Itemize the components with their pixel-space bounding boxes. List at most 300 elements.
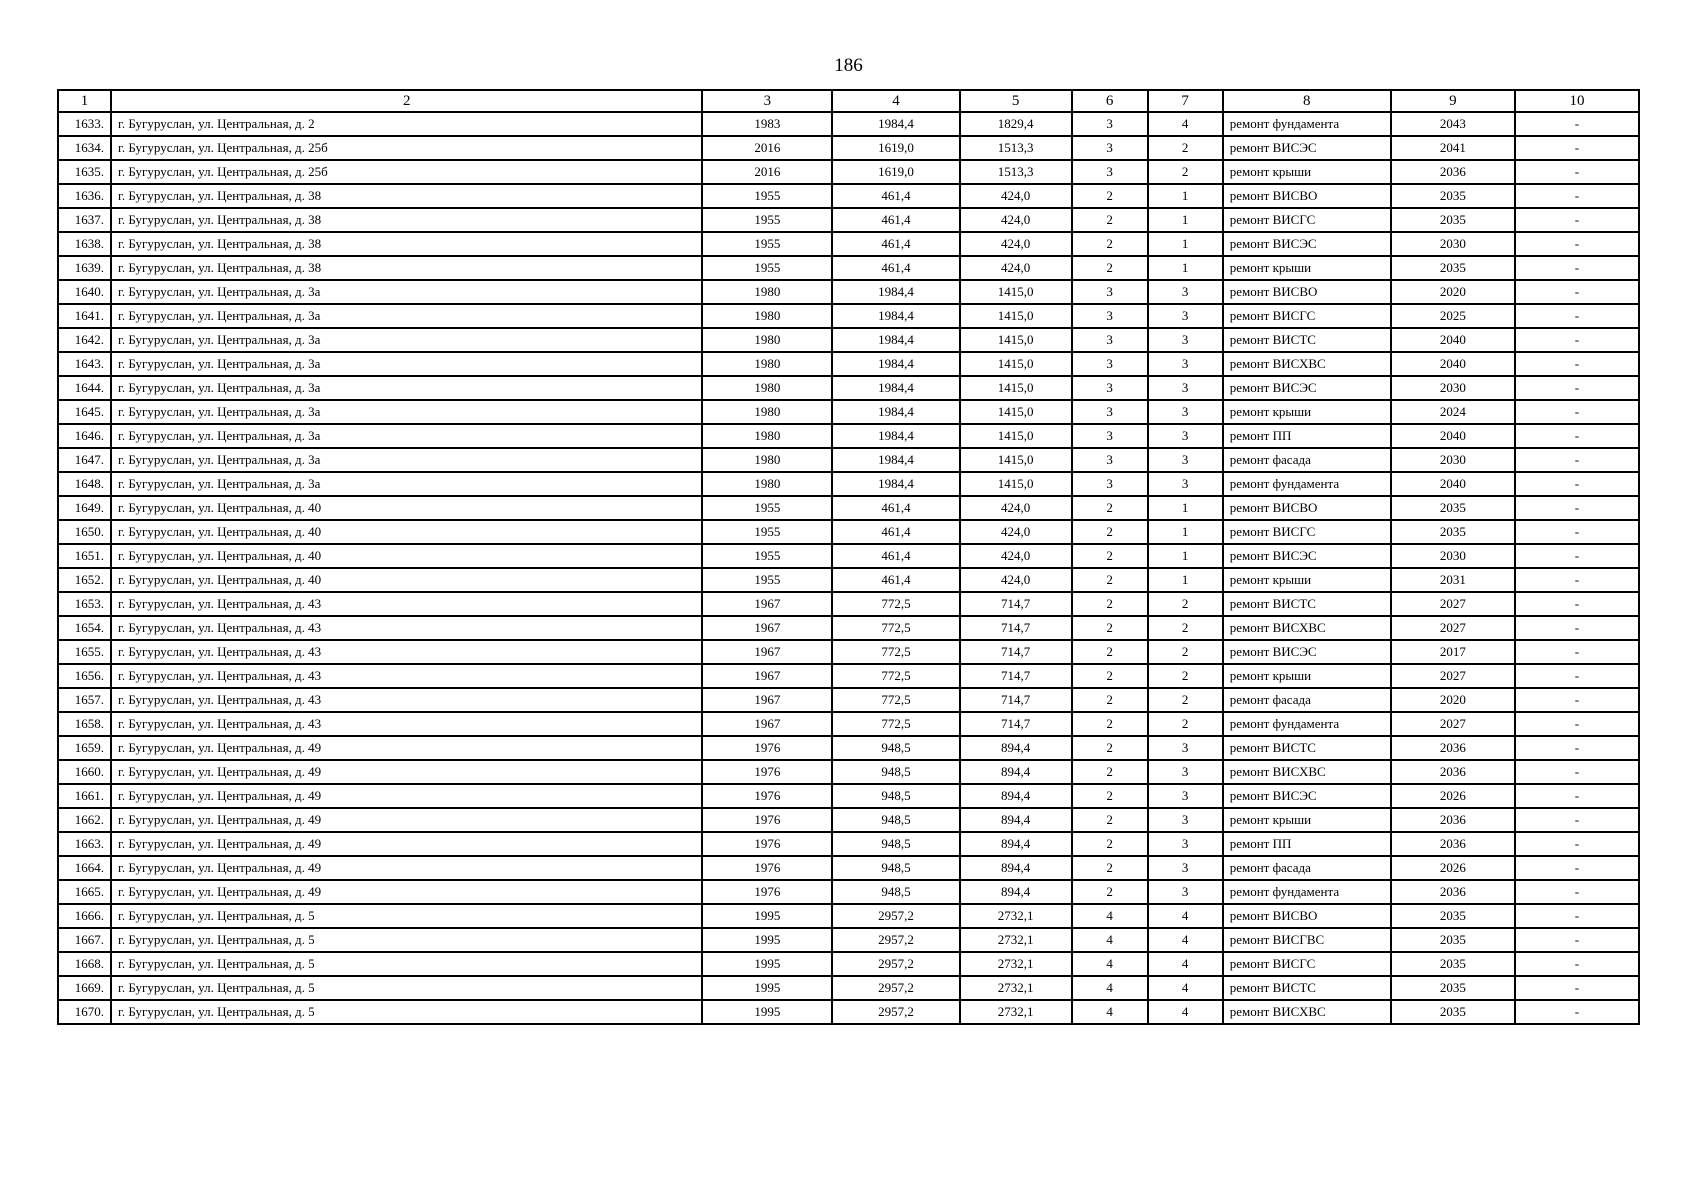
cell-floors: 3	[1072, 400, 1148, 424]
cell-work-type: ремонт фундамента	[1223, 880, 1391, 904]
cell-floors: 3	[1072, 304, 1148, 328]
cell-area-living: 1415,0	[960, 376, 1072, 400]
cell-area-living: 1513,3	[960, 136, 1072, 160]
cell-year: 1995	[702, 976, 832, 1000]
cell-work-type: ремонт ВИСЭС	[1223, 376, 1391, 400]
cell-row-number: 1653.	[58, 592, 111, 616]
cell-work-type: ремонт ВИСВО	[1223, 496, 1391, 520]
cell-planned-year: 2030	[1391, 544, 1515, 568]
cell-area-living: 714,7	[960, 712, 1072, 736]
cell-address: г. Бугуруслан, ул. Центральная, д. 40	[111, 544, 702, 568]
cell-address: г. Бугуруслан, ул. Центральная, д. 43	[111, 640, 702, 664]
cell-row-number: 1633.	[58, 112, 111, 136]
cell-note: -	[1515, 280, 1639, 304]
cell-work-type: ремонт ВИСЭС	[1223, 640, 1391, 664]
cell-floors: 2	[1072, 808, 1148, 832]
table-row	[58, 280, 1639, 304]
cell-planned-year: 2035	[1391, 904, 1515, 928]
cell-entrances: 4	[1148, 904, 1223, 928]
cell-entrances: 3	[1148, 832, 1223, 856]
cell-note: -	[1515, 664, 1639, 688]
cell-floors: 3	[1072, 352, 1148, 376]
cell-row-number: 1650.	[58, 520, 111, 544]
cell-planned-year: 2040	[1391, 328, 1515, 352]
cell-year: 1980	[702, 304, 832, 328]
cell-address: г. Бугуруслан, ул. Центральная, д. 25б	[111, 136, 702, 160]
cell-area-living: 1415,0	[960, 400, 1072, 424]
table-row	[58, 976, 1639, 1000]
cell-note: -	[1515, 232, 1639, 256]
cell-year: 1955	[702, 568, 832, 592]
cell-row-number: 1666.	[58, 904, 111, 928]
cell-area-living: 424,0	[960, 184, 1072, 208]
cell-note: -	[1515, 832, 1639, 856]
cell-planned-year: 2036	[1391, 736, 1515, 760]
cell-work-type: ремонт ВИСХВС	[1223, 352, 1391, 376]
cell-work-type: ремонт ВИСГС	[1223, 952, 1391, 976]
table-row	[58, 544, 1639, 568]
cell-note: -	[1515, 736, 1639, 760]
cell-year: 1967	[702, 592, 832, 616]
cell-area-living: 1829,4	[960, 112, 1072, 136]
cell-area-total: 948,5	[832, 832, 959, 856]
cell-year: 1976	[702, 760, 832, 784]
cell-address: г. Бугуруслан, ул. Центральная, д. 3а	[111, 400, 702, 424]
cell-address: г. Бугуруслан, ул. Центральная, д. 49	[111, 784, 702, 808]
cell-planned-year: 2030	[1391, 376, 1515, 400]
cell-work-type: ремонт крыши	[1223, 568, 1391, 592]
cell-address: г. Бугуруслан, ул. Центральная, д. 38	[111, 184, 702, 208]
cell-area-living: 1415,0	[960, 328, 1072, 352]
cell-year: 1980	[702, 472, 832, 496]
cell-year: 1967	[702, 664, 832, 688]
cell-address: г. Бугуруслан, ул. Центральная, д. 3а	[111, 448, 702, 472]
cell-floors: 4	[1072, 928, 1148, 952]
column-header-1: 1	[58, 90, 111, 112]
cell-entrances: 2	[1148, 616, 1223, 640]
cell-area-total: 948,5	[832, 760, 959, 784]
cell-area-living: 2732,1	[960, 1000, 1072, 1024]
cell-entrances: 3	[1148, 808, 1223, 832]
cell-note: -	[1515, 208, 1639, 232]
table-row	[58, 184, 1639, 208]
cell-area-total: 1619,0	[832, 160, 959, 184]
cell-row-number: 1656.	[58, 664, 111, 688]
cell-floors: 2	[1072, 688, 1148, 712]
cell-planned-year: 2027	[1391, 592, 1515, 616]
cell-entrances: 2	[1148, 592, 1223, 616]
cell-area-total: 2957,2	[832, 952, 959, 976]
cell-work-type: ремонт фасада	[1223, 856, 1391, 880]
cell-floors: 3	[1072, 472, 1148, 496]
cell-work-type: ремонт ВИСЭС	[1223, 136, 1391, 160]
cell-address: г. Бугуруслан, ул. Центральная, д. 3а	[111, 352, 702, 376]
cell-floors: 2	[1072, 208, 1148, 232]
cell-work-type: ремонт ВИСГВС	[1223, 928, 1391, 952]
cell-row-number: 1668.	[58, 952, 111, 976]
cell-year: 1995	[702, 928, 832, 952]
cell-address: г. Бугуруслан, ул. Центральная, д. 5	[111, 904, 702, 928]
cell-year: 1980	[702, 328, 832, 352]
cell-planned-year: 2036	[1391, 808, 1515, 832]
cell-floors: 2	[1072, 568, 1148, 592]
table-row	[58, 160, 1639, 184]
cell-year: 2016	[702, 136, 832, 160]
table-row	[58, 904, 1639, 928]
cell-note: -	[1515, 688, 1639, 712]
cell-area-living: 424,0	[960, 232, 1072, 256]
cell-work-type: ремонт ВИСТС	[1223, 736, 1391, 760]
table-row	[58, 568, 1639, 592]
cell-planned-year: 2036	[1391, 832, 1515, 856]
cell-floors: 3	[1072, 376, 1148, 400]
cell-entrances: 2	[1148, 664, 1223, 688]
cell-work-type: ремонт ВИСЭС	[1223, 544, 1391, 568]
cell-entrances: 3	[1148, 760, 1223, 784]
cell-entrances: 1	[1148, 520, 1223, 544]
cell-area-total: 461,4	[832, 496, 959, 520]
cell-entrances: 2	[1148, 136, 1223, 160]
cell-entrances: 3	[1148, 784, 1223, 808]
cell-row-number: 1664.	[58, 856, 111, 880]
cell-row-number: 1663.	[58, 832, 111, 856]
page-number: 186	[834, 55, 863, 76]
cell-work-type: ремонт фундамента	[1223, 472, 1391, 496]
cell-address: г. Бугуруслан, ул. Центральная, д. 25б	[111, 160, 702, 184]
cell-floors: 2	[1072, 664, 1148, 688]
column-header-7: 7	[1148, 90, 1223, 112]
cell-floors: 3	[1072, 328, 1148, 352]
cell-area-total: 2957,2	[832, 904, 959, 928]
cell-floors: 3	[1072, 448, 1148, 472]
cell-area-total: 1619,0	[832, 136, 959, 160]
cell-area-total: 461,4	[832, 520, 959, 544]
cell-year: 1976	[702, 832, 832, 856]
table-row	[58, 1000, 1639, 1024]
table-row	[58, 232, 1639, 256]
cell-year: 1967	[702, 688, 832, 712]
cell-address: г. Бугуруслан, ул. Центральная, д. 49	[111, 856, 702, 880]
table-row	[58, 688, 1639, 712]
table-row	[58, 592, 1639, 616]
cell-area-living: 2732,1	[960, 952, 1072, 976]
cell-year: 1995	[702, 952, 832, 976]
cell-area-living: 2732,1	[960, 904, 1072, 928]
cell-address: г. Бугуруслан, ул. Центральная, д. 5	[111, 1000, 702, 1024]
cell-area-total: 1984,4	[832, 352, 959, 376]
table-body	[58, 112, 1639, 1024]
cell-address: г. Бугуруслан, ул. Центральная, д. 43	[111, 664, 702, 688]
cell-year: 1980	[702, 400, 832, 424]
cell-year: 1955	[702, 544, 832, 568]
cell-floors: 2	[1072, 856, 1148, 880]
cell-address: г. Бугуруслан, ул. Центральная, д. 49	[111, 880, 702, 904]
cell-entrances: 2	[1148, 688, 1223, 712]
cell-entrances: 1	[1148, 184, 1223, 208]
table-row	[58, 880, 1639, 904]
cell-work-type: ремонт фасада	[1223, 448, 1391, 472]
cell-area-total: 461,4	[832, 256, 959, 280]
cell-row-number: 1660.	[58, 760, 111, 784]
cell-row-number: 1641.	[58, 304, 111, 328]
cell-note: -	[1515, 448, 1639, 472]
column-header-6: 6	[1072, 90, 1148, 112]
cell-note: -	[1515, 952, 1639, 976]
cell-year: 1976	[702, 808, 832, 832]
cell-floors: 2	[1072, 832, 1148, 856]
cell-area-total: 461,4	[832, 208, 959, 232]
cell-year: 1980	[702, 376, 832, 400]
cell-area-living: 1513,3	[960, 160, 1072, 184]
cell-floors: 2	[1072, 496, 1148, 520]
table-row	[58, 472, 1639, 496]
cell-year: 1976	[702, 880, 832, 904]
cell-planned-year: 2031	[1391, 568, 1515, 592]
cell-note: -	[1515, 328, 1639, 352]
cell-planned-year: 2035	[1391, 184, 1515, 208]
cell-year: 1955	[702, 184, 832, 208]
cell-year: 1995	[702, 904, 832, 928]
column-header-4: 4	[832, 90, 959, 112]
cell-area-total: 1984,4	[832, 448, 959, 472]
cell-note: -	[1515, 880, 1639, 904]
cell-note: -	[1515, 616, 1639, 640]
cell-work-type: ремонт ВИСХВС	[1223, 760, 1391, 784]
cell-planned-year: 2030	[1391, 448, 1515, 472]
cell-year: 1976	[702, 856, 832, 880]
cell-note: -	[1515, 496, 1639, 520]
table-row	[58, 352, 1639, 376]
cell-floors: 2	[1072, 784, 1148, 808]
table-row	[58, 256, 1639, 280]
cell-area-living: 424,0	[960, 520, 1072, 544]
table-header	[58, 90, 1639, 112]
cell-entrances: 4	[1148, 952, 1223, 976]
cell-planned-year: 2020	[1391, 688, 1515, 712]
cell-work-type: ремонт ВИСГС	[1223, 304, 1391, 328]
cell-area-living: 1415,0	[960, 424, 1072, 448]
cell-row-number: 1667.	[58, 928, 111, 952]
cell-floors: 2	[1072, 640, 1148, 664]
cell-row-number: 1657.	[58, 688, 111, 712]
cell-entrances: 3	[1148, 856, 1223, 880]
cell-area-living: 714,7	[960, 616, 1072, 640]
table-row	[58, 808, 1639, 832]
cell-planned-year: 2035	[1391, 952, 1515, 976]
cell-area-living: 1415,0	[960, 448, 1072, 472]
table-row	[58, 112, 1639, 136]
cell-work-type: ремонт ПП	[1223, 832, 1391, 856]
cell-area-living: 894,4	[960, 760, 1072, 784]
cell-area-living: 894,4	[960, 832, 1072, 856]
table-row	[58, 376, 1639, 400]
table-row	[58, 328, 1639, 352]
cell-floors: 4	[1072, 952, 1148, 976]
cell-area-total: 461,4	[832, 568, 959, 592]
cell-address: г. Бугуруслан, ул. Центральная, д. 3а	[111, 472, 702, 496]
cell-entrances: 1	[1148, 208, 1223, 232]
cell-area-total: 772,5	[832, 664, 959, 688]
cell-floors: 2	[1072, 544, 1148, 568]
cell-area-total: 1984,4	[832, 304, 959, 328]
cell-note: -	[1515, 568, 1639, 592]
cell-area-living: 424,0	[960, 568, 1072, 592]
cell-planned-year: 2035	[1391, 256, 1515, 280]
cell-work-type: ремонт ВИСХВС	[1223, 616, 1391, 640]
cell-floors: 2	[1072, 184, 1148, 208]
cell-entrances: 4	[1148, 1000, 1223, 1024]
cell-area-total: 772,5	[832, 712, 959, 736]
cell-work-type: ремонт крыши	[1223, 256, 1391, 280]
cell-note: -	[1515, 160, 1639, 184]
cell-floors: 2	[1072, 232, 1148, 256]
table-row	[58, 496, 1639, 520]
cell-address: г. Бугуруслан, ул. Центральная, д. 40	[111, 568, 702, 592]
cell-work-type: ремонт ВИСГС	[1223, 520, 1391, 544]
cell-planned-year: 2035	[1391, 208, 1515, 232]
cell-note: -	[1515, 640, 1639, 664]
table-row	[58, 952, 1639, 976]
cell-entrances: 4	[1148, 928, 1223, 952]
cell-address: г. Бугуруслан, ул. Центральная, д. 49	[111, 808, 702, 832]
cell-year: 1967	[702, 640, 832, 664]
cell-work-type: ремонт ПП	[1223, 424, 1391, 448]
column-header-2: 2	[111, 90, 702, 112]
cell-address: г. Бугуруслан, ул. Центральная, д. 38	[111, 208, 702, 232]
cell-row-number: 1665.	[58, 880, 111, 904]
cell-note: -	[1515, 520, 1639, 544]
column-header-9: 9	[1391, 90, 1515, 112]
cell-row-number: 1670.	[58, 1000, 111, 1024]
cell-entrances: 2	[1148, 160, 1223, 184]
table-row	[58, 760, 1639, 784]
cell-year: 1995	[702, 1000, 832, 1024]
cell-note: -	[1515, 856, 1639, 880]
cell-work-type: ремонт ВИСГС	[1223, 208, 1391, 232]
cell-planned-year: 2020	[1391, 280, 1515, 304]
table-row	[58, 616, 1639, 640]
column-header-10: 10	[1515, 90, 1639, 112]
cell-row-number: 1655.	[58, 640, 111, 664]
cell-year: 1980	[702, 424, 832, 448]
cell-entrances: 1	[1148, 256, 1223, 280]
cell-year: 1955	[702, 520, 832, 544]
cell-floors: 3	[1072, 424, 1148, 448]
cell-work-type: ремонт фасада	[1223, 688, 1391, 712]
table-row	[58, 520, 1639, 544]
cell-year: 2016	[702, 160, 832, 184]
cell-area-total: 772,5	[832, 592, 959, 616]
cell-area-living: 424,0	[960, 208, 1072, 232]
table-row	[58, 928, 1639, 952]
table-row	[58, 448, 1639, 472]
cell-planned-year: 2027	[1391, 712, 1515, 736]
cell-area-total: 1984,4	[832, 376, 959, 400]
table-row	[58, 784, 1639, 808]
cell-planned-year: 2030	[1391, 232, 1515, 256]
cell-note: -	[1515, 592, 1639, 616]
cell-area-living: 2732,1	[960, 976, 1072, 1000]
cell-work-type: ремонт ВИСХВС	[1223, 1000, 1391, 1024]
cell-planned-year: 2035	[1391, 928, 1515, 952]
cell-entrances: 3	[1148, 304, 1223, 328]
cell-area-living: 714,7	[960, 640, 1072, 664]
cell-entrances: 3	[1148, 472, 1223, 496]
cell-row-number: 1634.	[58, 136, 111, 160]
cell-floors: 3	[1072, 112, 1148, 136]
header-row	[58, 90, 1639, 112]
cell-area-living: 714,7	[960, 664, 1072, 688]
cell-planned-year: 2040	[1391, 472, 1515, 496]
cell-floors: 3	[1072, 280, 1148, 304]
cell-planned-year: 2027	[1391, 664, 1515, 688]
cell-row-number: 1644.	[58, 376, 111, 400]
cell-area-living: 894,4	[960, 784, 1072, 808]
cell-planned-year: 2025	[1391, 304, 1515, 328]
cell-area-living: 714,7	[960, 688, 1072, 712]
cell-planned-year: 2040	[1391, 424, 1515, 448]
cell-note: -	[1515, 760, 1639, 784]
cell-work-type: ремонт фундамента	[1223, 712, 1391, 736]
cell-address: г. Бугуруслан, ул. Центральная, д. 38	[111, 256, 702, 280]
cell-floors: 3	[1072, 160, 1148, 184]
cell-floors: 4	[1072, 976, 1148, 1000]
cell-planned-year: 2043	[1391, 112, 1515, 136]
cell-year: 1955	[702, 496, 832, 520]
cell-entrances: 3	[1148, 880, 1223, 904]
cell-area-total: 1984,4	[832, 328, 959, 352]
cell-area-total: 2957,2	[832, 976, 959, 1000]
cell-address: г. Бугуруслан, ул. Центральная, д. 5	[111, 976, 702, 1000]
cell-note: -	[1515, 424, 1639, 448]
cell-planned-year: 2024	[1391, 400, 1515, 424]
cell-note: -	[1515, 712, 1639, 736]
cell-area-total: 1984,4	[832, 280, 959, 304]
cell-address: г. Бугуруслан, ул. Центральная, д. 3а	[111, 424, 702, 448]
cell-year: 1967	[702, 616, 832, 640]
cell-row-number: 1647.	[58, 448, 111, 472]
register-table	[57, 89, 1640, 1025]
cell-note: -	[1515, 784, 1639, 808]
cell-work-type: ремонт ВИСТС	[1223, 328, 1391, 352]
cell-work-type: ремонт крыши	[1223, 400, 1391, 424]
cell-row-number: 1638.	[58, 232, 111, 256]
cell-address: г. Бугуруслан, ул. Центральная, д. 3а	[111, 328, 702, 352]
cell-note: -	[1515, 472, 1639, 496]
cell-note: -	[1515, 184, 1639, 208]
table-row	[58, 712, 1639, 736]
cell-area-living: 424,0	[960, 256, 1072, 280]
table-row	[58, 208, 1639, 232]
cell-row-number: 1649.	[58, 496, 111, 520]
cell-row-number: 1639.	[58, 256, 111, 280]
cell-entrances: 1	[1148, 544, 1223, 568]
cell-entrances: 4	[1148, 112, 1223, 136]
cell-year: 1955	[702, 256, 832, 280]
table-row	[58, 136, 1639, 160]
cell-note: -	[1515, 544, 1639, 568]
cell-entrances: 2	[1148, 640, 1223, 664]
column-header-3: 3	[702, 90, 832, 112]
cell-row-number: 1642.	[58, 328, 111, 352]
table-row	[58, 304, 1639, 328]
cell-note: -	[1515, 400, 1639, 424]
cell-address: г. Бугуруслан, ул. Центральная, д. 3а	[111, 304, 702, 328]
column-header-8: 8	[1223, 90, 1391, 112]
cell-area-total: 461,4	[832, 544, 959, 568]
table-row	[58, 832, 1639, 856]
cell-planned-year: 2035	[1391, 520, 1515, 544]
